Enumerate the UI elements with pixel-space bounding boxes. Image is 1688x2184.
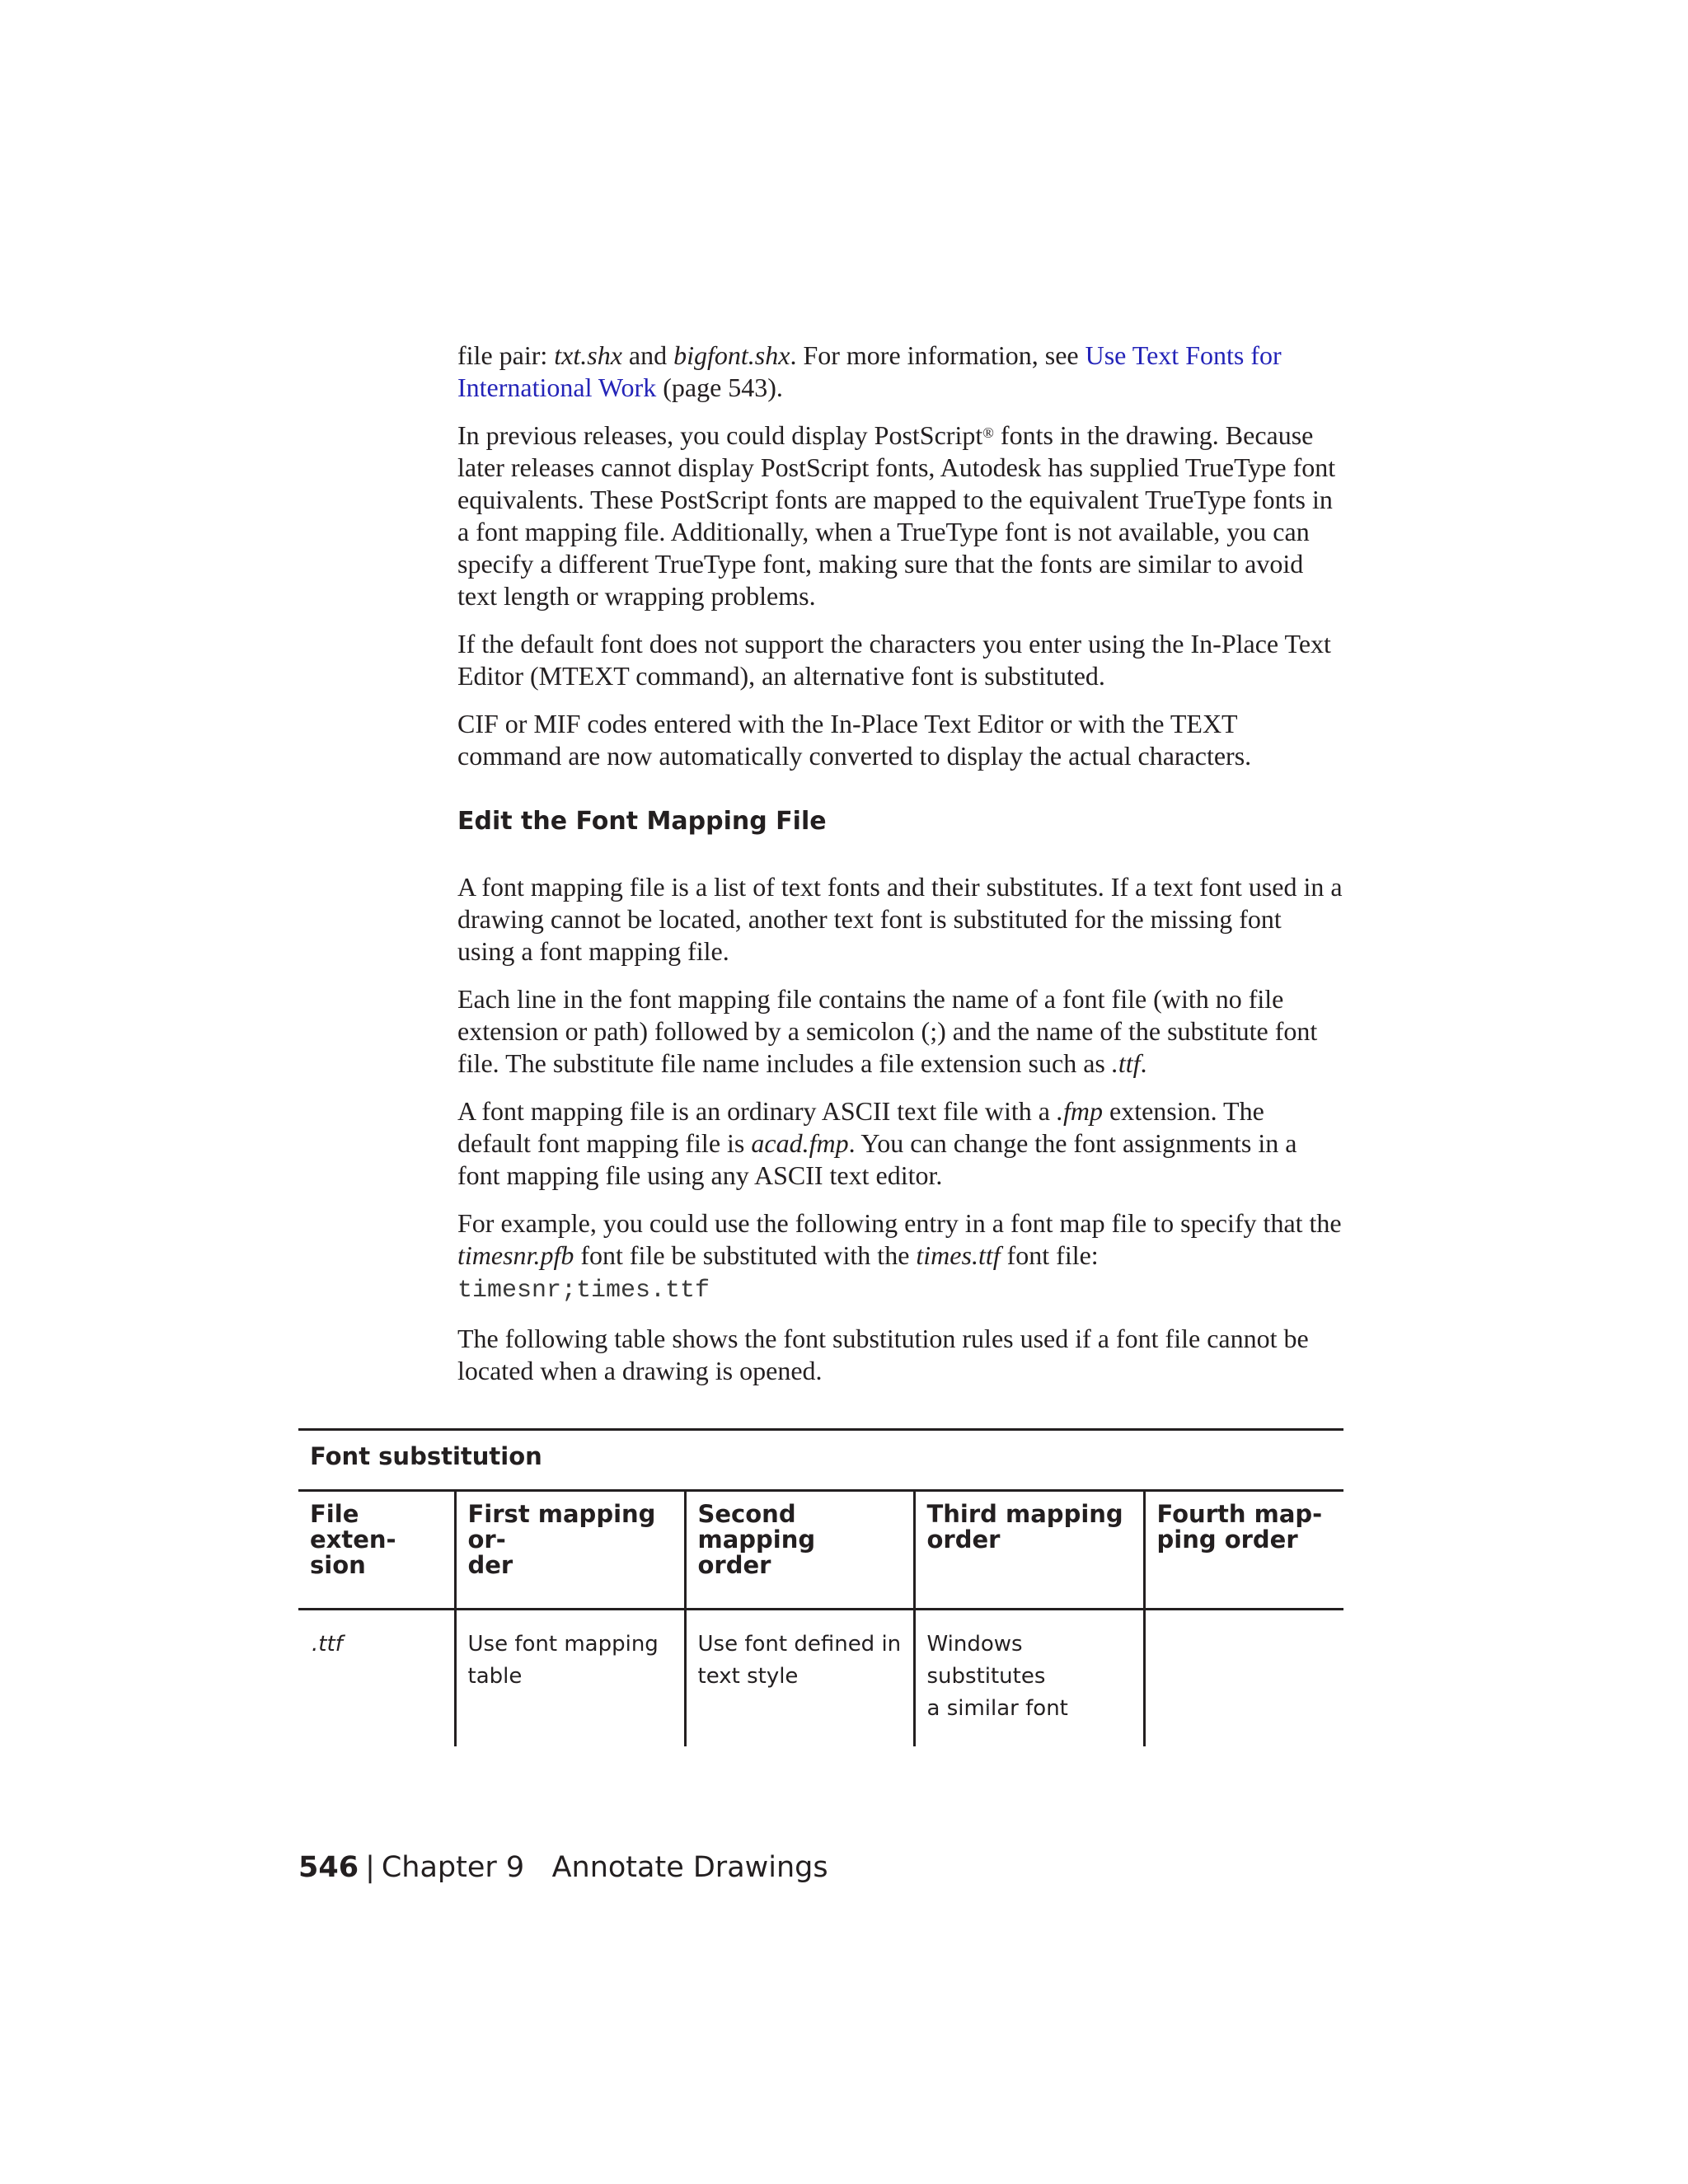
- table-header-cell: First mapping or- der: [455, 1492, 685, 1610]
- paragraph-8: [457, 1207, 1343, 1307]
- paragraph-5: A font mapping file is a list of text fonts and their substitutes. If a text font used in a drawing cannot be located, another text font is substituted for the missing font using a font mapping file.: [457, 872, 1343, 966]
- text: . For more information, see: [790, 340, 1085, 370]
- text: and: [621, 340, 674, 370]
- table-header-row: [298, 1492, 1343, 1610]
- table-title: Font substitution: [298, 1428, 1343, 1492]
- extension-ttf: .ttf: [1111, 1048, 1141, 1078]
- filename-txt-shx: txt.shx: [554, 340, 622, 370]
- code-example: timesnr;times.ttf: [457, 1277, 710, 1305]
- table-cell: .ttf: [312, 1632, 343, 1657]
- table-row: [298, 1610, 1343, 1747]
- filename-bigfont-shx: bigfont.shx: [673, 340, 790, 370]
- table-cell: [1144, 1610, 1343, 1747]
- extension-fmp: .fmp: [1056, 1096, 1103, 1126]
- chapter-title: Annotate Drawings: [551, 1851, 828, 1884]
- table: [298, 1492, 1343, 1746]
- paragraph-9: The following table shows the font substitution rules used if a font file cannot be located when a drawing is opened.: [457, 1324, 1309, 1385]
- text: For example, you could use the following entry in a font map file to specify that the: [457, 1208, 1342, 1238]
- paragraph-7: [457, 1095, 1343, 1192]
- text: extension. The default font mapping file is: [457, 1096, 1264, 1158]
- table-header-cell: File exten- sion: [298, 1492, 455, 1610]
- font-substitution-table: [298, 1428, 1343, 1746]
- page-number: 546: [298, 1851, 359, 1884]
- text: . You can change the font assignments in a font mapping file using any ASCII text editor.: [457, 1128, 1297, 1190]
- registered-mark: ®: [982, 424, 994, 441]
- filename-times-ttf: times.ttf: [916, 1240, 1001, 1270]
- paragraph-3: If the default font does not support the characters you enter using the In-Place Text Editor (MTEXT command), an alternative font is substituted.: [457, 629, 1331, 691]
- page-footer: [298, 1850, 828, 1885]
- chapter-label: Chapter 9: [381, 1851, 525, 1884]
- paragraph-4: CIF or MIF codes entered with the In-Place Text Editor or with the TEXT command are now automatically converted to display the actual characters.: [457, 709, 1252, 771]
- text: (page 543).: [656, 373, 783, 402]
- cross-reference-link[interactable]: Use Text Fonts for International Work: [457, 340, 1282, 402]
- paragraph-1: [457, 340, 1343, 404]
- page-body: [457, 340, 1343, 1403]
- paragraph-6: [457, 983, 1343, 1080]
- table-header-cell: Third mapping order: [914, 1492, 1144, 1610]
- table-header-cell: Second mapping order: [685, 1492, 914, 1610]
- table-cell: Windows substitutes a similar font: [914, 1610, 1144, 1747]
- text: In previous releases, you could display PostScript: [457, 420, 983, 450]
- filename-timesnr-pfb: timesnr.pfb: [457, 1240, 574, 1270]
- text: file pair:: [457, 340, 555, 370]
- text: font file be substituted with the: [574, 1240, 917, 1270]
- table-cell: Use font defined in text style: [685, 1610, 914, 1747]
- text: A font mapping file is an ordinary ASCII text file with a: [457, 1096, 1057, 1126]
- footer-separator: |: [365, 1851, 375, 1884]
- text: Each line in the font mapping file contains the name of a font file (with no file extension or path) followed by a semicolon (;) and the name of the substitute font file. The substitute file name includes a file extension such as: [457, 984, 1318, 1078]
- paragraph-2: [457, 419, 1343, 612]
- text: fonts in the drawing. Because later releases cannot display PostScript fonts, Autodesk has supplied TrueType font equivalents. These PostScript fonts are mapped to the equivalent TrueType fonts in a font mapping file. Additionally, when a TrueType font is not available, you can specify a different TrueType font, making sure that the fonts are similar to avoid text length or wrapping problems.: [457, 420, 1336, 611]
- table-cell: Use font mapping table: [455, 1610, 685, 1747]
- table-body: [298, 1610, 1343, 1747]
- text: .: [1140, 1048, 1147, 1078]
- filename-acad-fmp: acad.fmp: [751, 1128, 849, 1158]
- table-header-cell: Fourth map- ping order: [1144, 1492, 1343, 1610]
- section-heading: Edit the Font Mapping File: [457, 807, 827, 836]
- text: font file:: [1000, 1240, 1099, 1270]
